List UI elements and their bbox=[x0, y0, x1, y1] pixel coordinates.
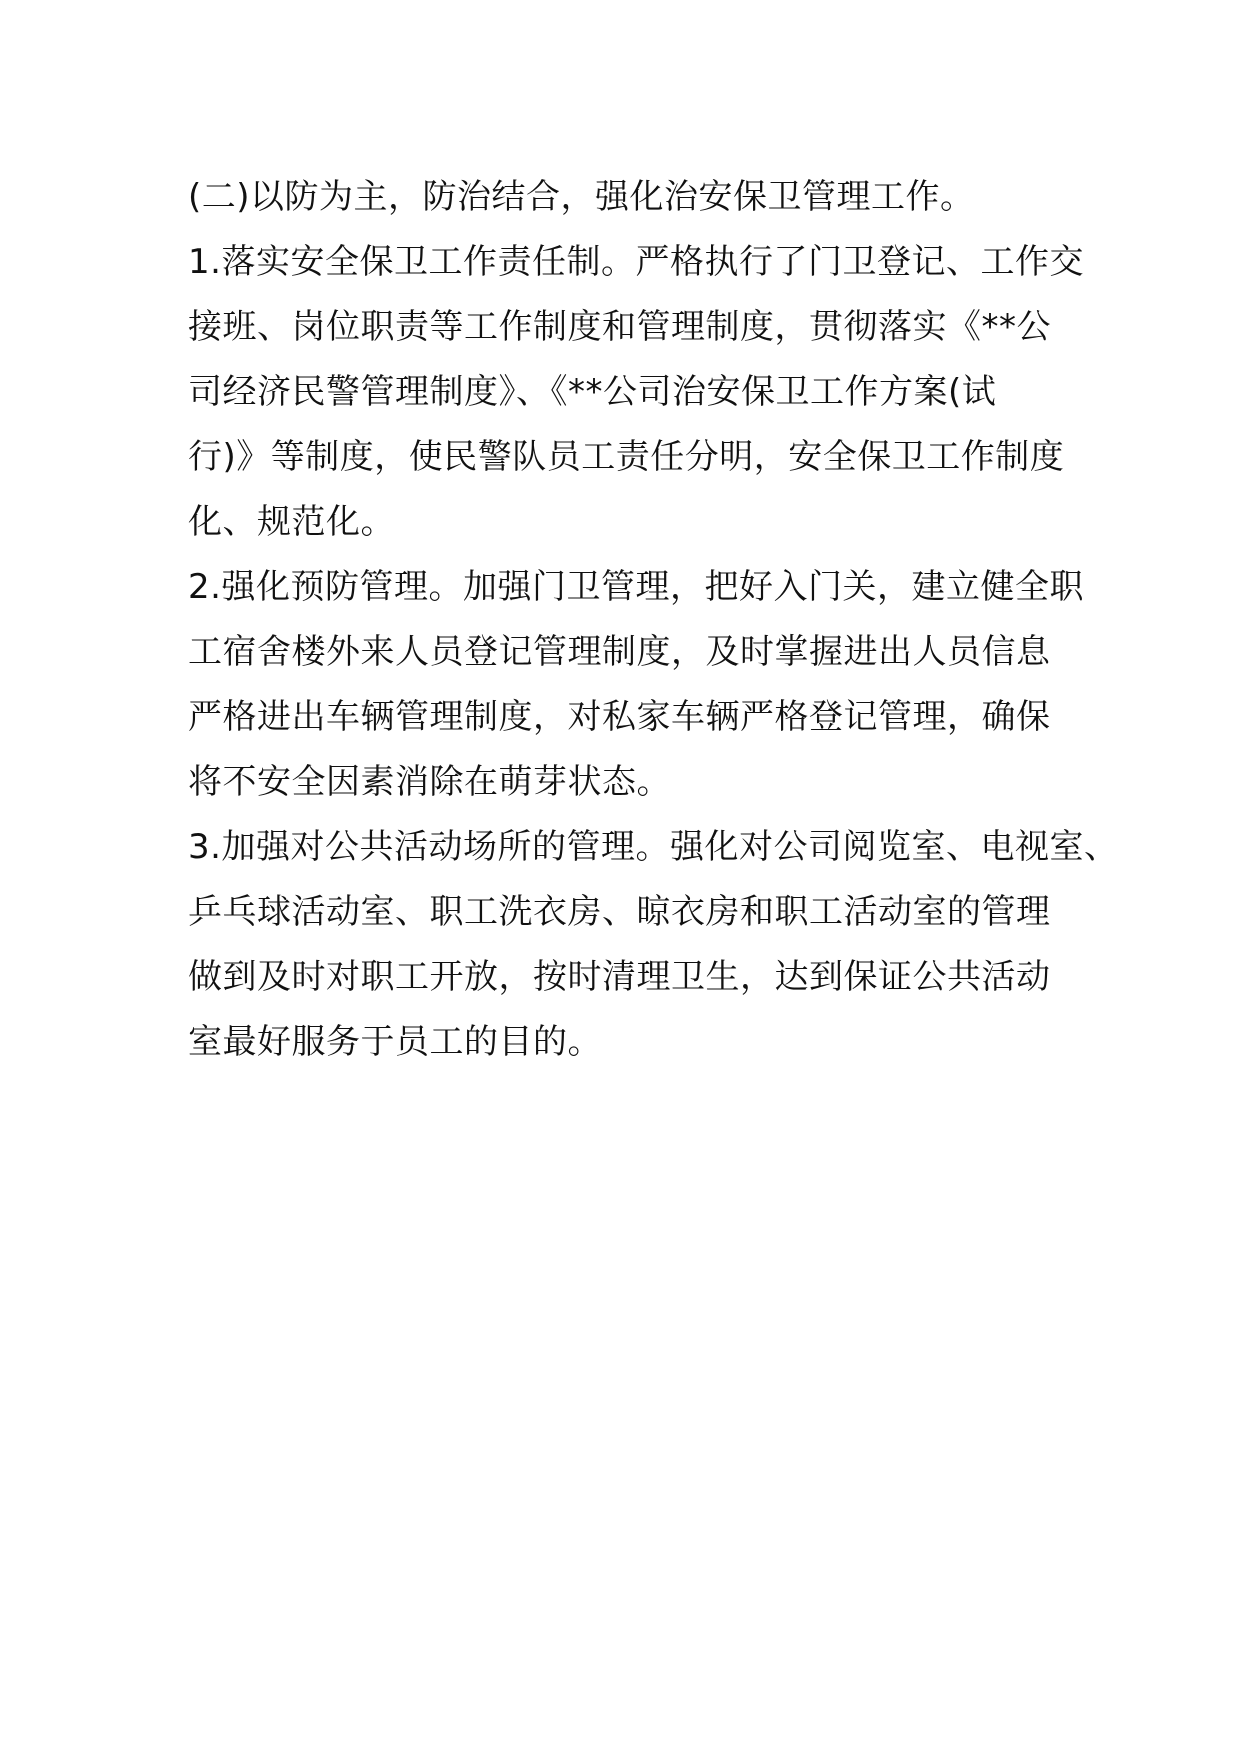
paragraph-line: 接班、岗位职责等工作制度和管理制度，贯彻落实《**公 bbox=[188, 307, 1051, 347]
paragraph-line: 化、规范化。 bbox=[188, 502, 395, 542]
paragraph-line: 2.强化预防管理。加强门卫管理，把好入门关，建立健全职 bbox=[188, 567, 1084, 607]
document-body bbox=[188, 165, 1119, 1075]
paragraph-line: 3.加强对公共活动场所的管理。强化对公司阅览室、电视室、 bbox=[188, 827, 1119, 867]
paragraph-line: 乒乓球活动室、职工洗衣房、晾衣房和职工活动室的管理 bbox=[188, 892, 1051, 932]
paragraph-line: 严格进出车辆管理制度，对私家车辆严格登记管理，确保 bbox=[188, 697, 1051, 737]
paragraph-line: 1.落实安全保卫工作责任制。严格执行了门卫登记、工作交 bbox=[188, 242, 1084, 282]
paragraph-line: 做到及时对职工开放，按时清理卫生，达到保证公共活动 bbox=[188, 957, 1051, 997]
section-heading: (二)以防为主，防治结合，强化治安保卫管理工作。 bbox=[188, 177, 975, 217]
paragraph-line: 将不安全因素消除在萌芽状态。 bbox=[188, 762, 671, 802]
paragraph-line: 工宿舍楼外来人员登记管理制度，及时掌握进出人员信息 bbox=[188, 632, 1051, 672]
paragraph-line: 室最好服务于员工的目的。 bbox=[188, 1022, 602, 1062]
paragraph-line: 行)》等制度，使民警队员工责任分明，安全保卫工作制度 bbox=[188, 437, 1065, 477]
paragraph-line: 司经济民警管理制度》、《**公司治安保卫工作方案(试 bbox=[188, 372, 997, 412]
